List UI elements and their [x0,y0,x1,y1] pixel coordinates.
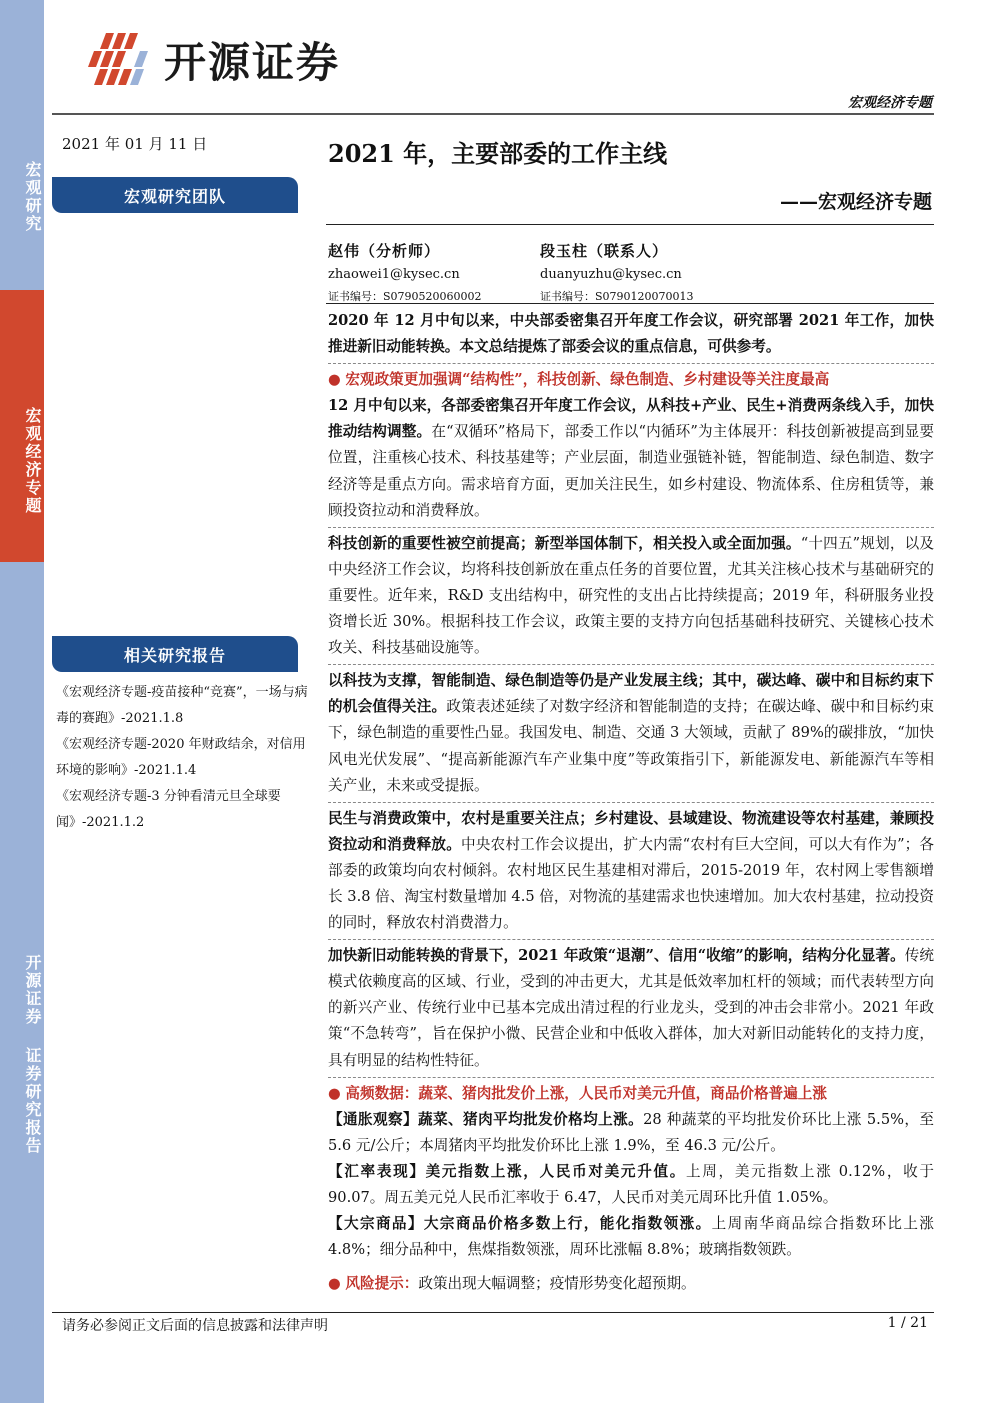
section-heading: ● 宏观政策更加强调“结构性”，科技创新、绿色制造、乡村建设等关注度最高 [328,371,830,389]
analyst-divider [326,303,934,304]
page-number: 1 / 21 [887,1315,928,1331]
paragraph: 以科技为支撑，智能制造、绿色制造等仍是产业发展主线；其中，碳达峰、碳中和目标约束下的机会值得关注。政策表述延续了对数字经济和智能制造的支持；在碳达峰、碳中和目标约束下，绿色制造的重要性凸显。我国发电、制造、交通 3 大领域，贡献了 89%的碳排放，“加快风电光伏发展”、“提高新能源汽车产业集中度”等政策指引下，新能源发电、新能源汽车等相关产业，未来或受提振。 [328,672,934,794]
section-heading: ● 高频数据：蔬菜、猪肉批发价上涨，人民币对美元升值，商品价格普遍上涨 [328,1084,827,1102]
analyst-email[interactable]: zhaowei1@kysec.cn [328,267,460,282]
team-banner: 宏观研究团队 [52,177,298,213]
related-reports-list [56,680,310,836]
section-divider [328,363,934,364]
left-sidebar [0,0,44,1403]
paragraph: 【大宗商品】大宗商品价格多数上行，能化指数领涨。上周南华商品综合指数环比上涨 4.8%；细分品种中，焦煤指数领涨，周环比涨幅 8.8%；玻璃指数领跌。 [328,1215,934,1259]
report-date: 2021 年 01 月 11 日 [62,135,208,153]
paragraph: 加快新旧动能转换的背景下，2021 年政策“退潮”、信用“收缩”的影响，结构分化显著。传统模式依赖度高的区域、行业，受到的冲击更大，尤其是低效率加杠杆的领域；而代表转型方向的新兴产业、传统行业中已基本完成出清过程的行业龙头，受到的冲击会非常小。2021 年政策“不急转弯”，旨在保护小微、民营企业和中低收入群体，加大对新旧动能转化的支持力度，具有明显的结构性特征。 [328,947,934,1069]
analyst-email[interactable]: duanyuzhu@kysec.cn [540,267,682,282]
section-divider [328,664,934,665]
sidebar-brand-note: 开源证券 证券研究报告 [0,562,44,1403]
analyst-name: 段玉柱（联系人） [540,242,669,260]
section-divider [328,802,934,803]
bullet-icon: ● [328,1275,346,1293]
report-subtitle: ——宏观经济专题 [779,191,932,213]
report-category-tag: 宏观经济专题 [848,95,932,111]
analyst-cert: 证书编号：S0790120070013 [540,290,694,303]
paragraph: 【汇率表现】美元指数上涨，人民币对美元升值。上周，美元指数上涨 0.12%，收于 90.07。周五美元兑人民币汇率收于 6.47，人民币对美元周环比升值 1.05%。 [328,1162,934,1206]
related-report-link[interactable]: 《宏观经济专题-疫苗接种“竞赛”，一场与病毒的赛跑》-2021.1.8 [56,685,308,726]
section-divider [328,939,934,940]
analyst-card [328,240,482,304]
paragraph: 12 月中旬以来，各部委密集召开年度工作会议，从科技+产业、民生+消费两条线入手，加快推动结构调整。在“双循环”格局下，部委工作以“内循环”为主体展开：科技创新被提高到显要位置，注重核心技术、科技基建等；产业层面，制造业强链补链，智能制造、绿色制造、数字经济等是重点方向。需求培育方面，更加关注民生，如乡村建设、物流体系、住房租赁等，兼顾投资拉动和消费释放。 [328,397,934,519]
section-divider [328,527,934,528]
report-body [328,308,934,1297]
header-divider [52,113,934,115]
paragraph: 科技创新的重要性被空前提高；新型举国体制下，相关投入或全面加强。“十四五”规划，以及中央经济工作会议，均将科技创新放在重点任务的首要位置，尤其关注核心技术与基础研究的重要性。近年来，R&D 支出结构中，研究性的支出占比持续提高；2019 年，科研服务业投资增长近 30%。根据科技工作会议，政策主要的支持方向包括基础科技研究、关键核心技术攻关、科技基础设施等。 [328,534,934,657]
intro-paragraph: 2020 年 12 月中旬以来，中央部委密集召开年度工作会议，研究部署 2021 年工作，加快推进新旧动能转换。本文总结提炼了部委会议的重点信息，可供参考。 [328,312,934,356]
footer-divider [52,1312,934,1313]
report-title: 2021 年，主要部委的工作主线 [328,139,668,168]
section-divider [328,1077,934,1078]
analyst-card [540,240,694,304]
brand-logo [88,30,340,90]
analyst-name: 赵伟（分析师） [328,242,441,260]
sidebar-report-type: 宏观经济专题 [0,290,44,562]
sidebar-category: 宏观研究 [0,0,44,290]
analyst-cert: 证书编号：S0790520060002 [328,290,482,303]
footer-disclaimer: 请务必参阅正文后面的信息披露和法律声明 [62,1318,328,1334]
bullet-icon: ● [328,1084,346,1102]
bullet-icon: ● [328,371,346,389]
paragraph: 民生与消费政策中，农村是重要关注点；乡村建设、县域建设、物流建设等农村基建，兼顾投资拉动和消费释放。中央农村工作会议提出，扩大内需“农村有巨大空间，可以大有作为”；各部委的政策均向农村倾斜。农村地区民生基建相对滞后，2015-2019 年，农村网上零售额增长 3.8 倍、淘宝村数量增加 4.5 倍，对物流的基建需求也快速增加。加大农村基建，拉动投资的同时，释放农村消费潜力。 [328,809,934,932]
risk-note: ● 风险提示：政策出现大幅调整；疫情形势变化超预期。 [328,1275,696,1293]
related-report-link[interactable]: 《宏观经济专题-3 分钟看清元旦全球要闻》-2021.1.2 [56,789,281,830]
logo-mark-icon [88,31,152,89]
paragraph: 【通胀观察】蔬菜、猪肉平均批发价格均上涨。28 种蔬菜的平均批发价环比上涨 5.5%，至 5.6 元/公斤；本周猪肉平均批发价环比上涨 1.9%，至 46.3 元/公斤。 [328,1110,934,1154]
brand-name: 开源证券 [164,38,341,87]
related-reports-banner: 相关研究报告 [52,636,298,672]
related-report-link[interactable]: 《宏观经济专题-2020 年财政结余，对信用环境的影响》-2021.1.4 [56,737,306,778]
title-divider [326,224,934,225]
